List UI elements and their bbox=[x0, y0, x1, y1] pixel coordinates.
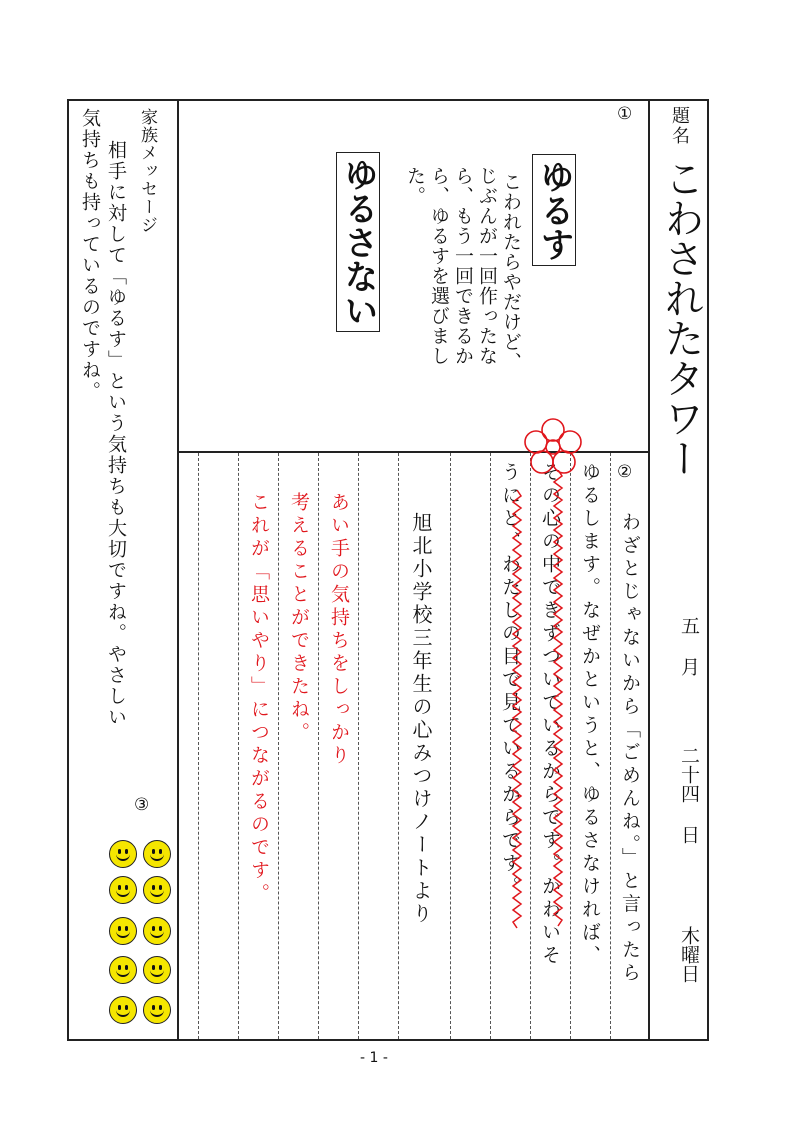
smiley-stamp-icon bbox=[109, 996, 137, 1024]
section-2-text-line: うにと、わたしの目で見ているからです。 bbox=[499, 462, 521, 899]
teacher-wavy-underline-2 bbox=[510, 490, 524, 930]
smiley-stamp-icon bbox=[109, 956, 137, 984]
writing-line bbox=[198, 453, 199, 1039]
title-label: 題名 bbox=[669, 106, 690, 146]
section-2-text-line: わざとじゃないから「ごめんね。」と言ったら bbox=[619, 512, 641, 986]
teacher-wavy-underline bbox=[551, 470, 565, 930]
smiley-stamp-icon bbox=[143, 956, 171, 984]
teacher-comment-line: あい手の気持ちをしっかり bbox=[328, 492, 350, 768]
smiley-stamp-icon bbox=[109, 876, 137, 904]
section-3-number: ③ bbox=[134, 795, 150, 815]
source-note: 旭北小学校三年生の心みつけノートより bbox=[409, 512, 433, 926]
section-1-text-line: た。 bbox=[404, 166, 426, 206]
section-2-text-line: その心の中できずついているからです。かわいそ bbox=[539, 462, 561, 968]
family-message-label: 家族メッセージ bbox=[137, 108, 157, 234]
section-2-text-line: ゆるします。なぜかというと、ゆるさなければ、 bbox=[579, 462, 601, 968]
writing-line bbox=[318, 453, 319, 1039]
section-1-text-line: じぶんが一回作ったな bbox=[476, 166, 498, 366]
writing-line bbox=[450, 453, 451, 1039]
writing-line bbox=[278, 453, 279, 1039]
writing-line bbox=[490, 453, 491, 1039]
teacher-comment-line: これが「思いやり」につながるのです。 bbox=[248, 492, 270, 906]
family-message-line: 相手に対して「ゆるす」という気持ちも大切ですね。やさしい bbox=[105, 140, 127, 728]
writing-line bbox=[530, 453, 531, 1039]
page-title: こわされたタワー bbox=[658, 158, 704, 478]
smiley-stamp-icon bbox=[143, 917, 171, 945]
smiley-stamp-icon bbox=[143, 876, 171, 904]
section-1-text-line: ら、もう一回できるか bbox=[452, 166, 474, 366]
divider-message bbox=[177, 99, 179, 1041]
smiley-stamp-icon bbox=[143, 840, 171, 868]
writing-line bbox=[358, 453, 359, 1039]
writing-line bbox=[398, 453, 399, 1039]
family-message-line: 気持ちも持っているのですね。 bbox=[79, 108, 101, 402]
date-month: 五 月 bbox=[678, 616, 700, 676]
section-2-number: ② bbox=[617, 462, 633, 482]
smiley-stamp-icon bbox=[109, 917, 137, 945]
smiley-stamp-icon bbox=[109, 840, 137, 868]
divider-title bbox=[648, 99, 650, 1041]
writing-line bbox=[570, 453, 571, 1039]
teacher-comment-line: 考えることができたね。 bbox=[288, 492, 310, 745]
page-number: - 1 - bbox=[360, 1050, 388, 1066]
writing-line bbox=[238, 453, 239, 1039]
section-1-text-line: こわれたらやだけど、 bbox=[500, 172, 522, 372]
writing-line bbox=[610, 453, 611, 1039]
section-1-text-line: ら、ゆるすを選びまし bbox=[428, 166, 450, 366]
date-day: 二十四 日 bbox=[678, 746, 700, 844]
section-1-number: ① bbox=[617, 104, 633, 124]
choice-not-forgive-box: ゆるさない bbox=[336, 152, 380, 332]
date-weekday: 木曜日 bbox=[678, 926, 700, 983]
choice-forgive-box: ゆるす bbox=[532, 154, 576, 266]
smiley-stamp-icon bbox=[143, 996, 171, 1024]
